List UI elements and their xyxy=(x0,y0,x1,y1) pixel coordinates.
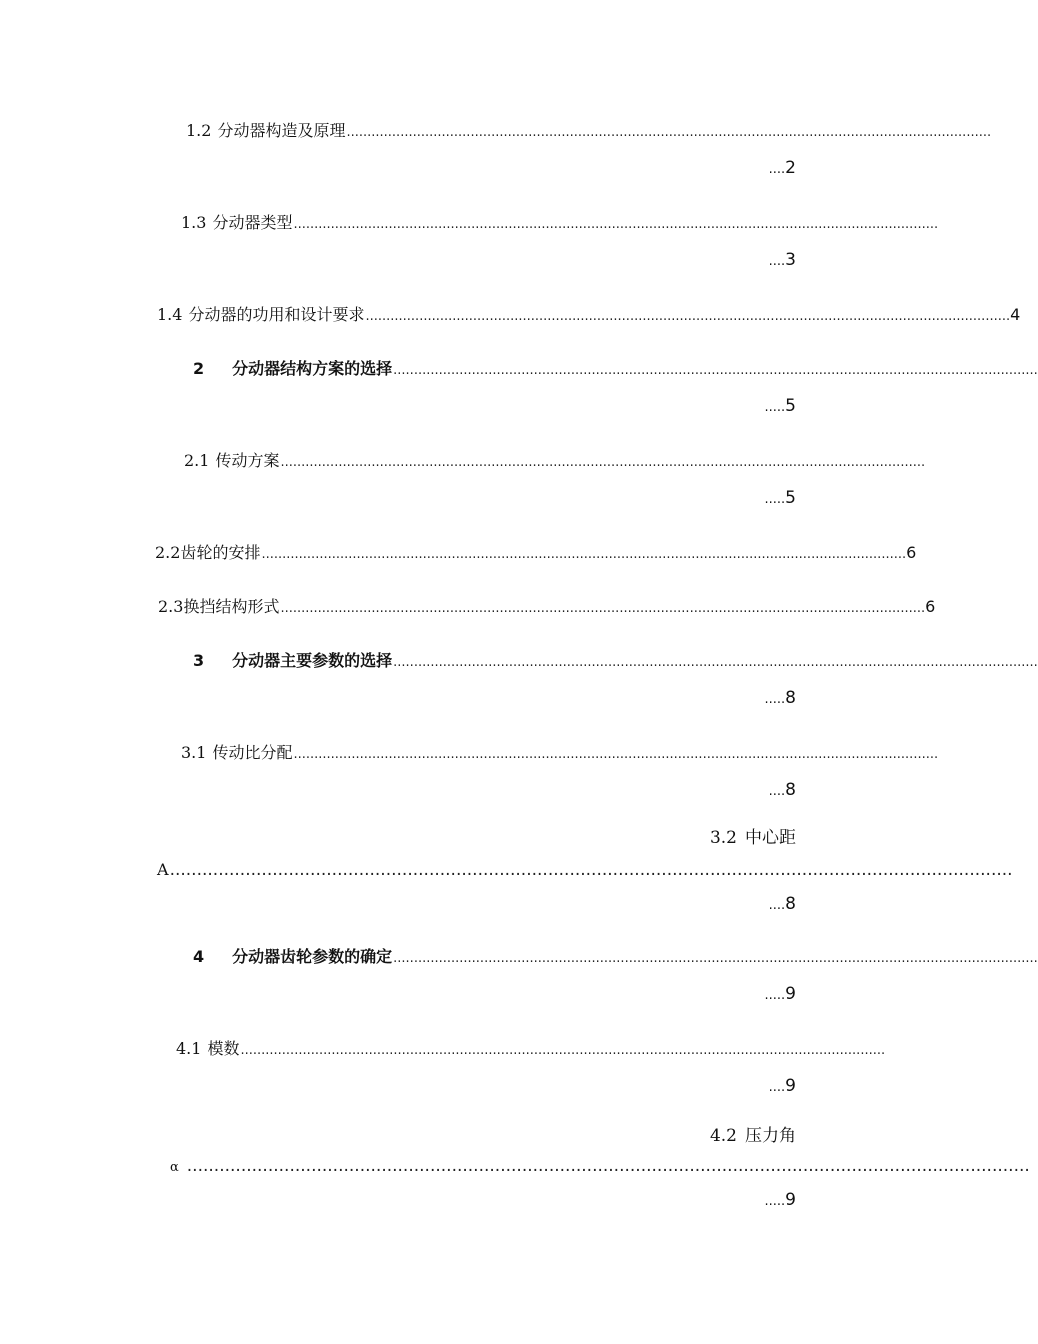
toc-entry-3[interactable] xyxy=(193,648,1038,671)
toc-entry-2-2[interactable] xyxy=(155,540,917,563)
toc-entry-4-2[interactable] xyxy=(710,1124,796,1148)
dot-leader: ............................................................................................................................................................ xyxy=(169,860,1013,880)
dot-leader: ............................................................................................................................................................ xyxy=(393,655,1038,670)
toc-page-number-line: ....8 xyxy=(768,894,796,914)
toc-page-number-line: .....9 xyxy=(764,1190,796,1210)
toc-page-number-line: .....8 xyxy=(764,688,796,708)
toc-number: 3 xyxy=(193,651,205,670)
toc-page-number: 5 xyxy=(785,488,796,508)
toc-title: 分动器主要参数的选择 xyxy=(232,651,393,670)
toc-entry-2[interactable] xyxy=(193,356,1038,379)
toc-title: 换挡结构形式 xyxy=(183,597,280,616)
toc-entry-1-4[interactable] xyxy=(157,302,1021,325)
dot-leader: ............................................................................................................................................................ xyxy=(393,363,1038,378)
toc-title: 分动器的功用和设计要求 xyxy=(188,305,365,324)
toc-title: 传动方案 xyxy=(215,451,280,470)
toc-page-number-line: ....2 xyxy=(768,158,796,178)
toc-entry-4[interactable] xyxy=(193,944,1038,967)
toc-title: 分动器构造及原理 xyxy=(217,121,346,140)
dot-leader: ............................................................................................................................................................ xyxy=(261,547,907,562)
toc-page-number: 9 xyxy=(785,1190,796,1210)
toc-page-number-line: ....9 xyxy=(768,1076,796,1096)
dot-leader: ............................................................................................................................................................ xyxy=(293,217,939,232)
toc-number: 1.4 xyxy=(157,305,183,324)
toc-page-number: 2 xyxy=(785,158,796,178)
toc-page-number: 6 xyxy=(906,543,917,562)
toc-title-wrap: A xyxy=(157,860,169,879)
toc-title: 模数 xyxy=(207,1039,240,1058)
toc-number: 4.1 xyxy=(176,1039,202,1058)
toc-entry-1-2[interactable] xyxy=(186,118,992,141)
toc-page-number-line: .....5 xyxy=(764,396,796,416)
toc-entry-4-1[interactable] xyxy=(176,1036,886,1059)
dot-leader: ............................................................................................................................................................ xyxy=(186,1156,1030,1176)
dot-leader: ............................................................................................................................................................ xyxy=(280,455,926,470)
toc-entry-wrap-line xyxy=(157,860,1013,880)
toc-number: 2.2 xyxy=(155,543,181,562)
toc-entry-wrap-line xyxy=(170,1156,1030,1176)
toc-number: 4.2 xyxy=(709,1126,737,1146)
toc-title: 分动器类型 xyxy=(212,213,293,232)
toc-page-number: 3 xyxy=(785,250,796,270)
toc-number: 2.3 xyxy=(158,597,184,616)
toc-entry-3-1[interactable] xyxy=(181,740,939,763)
toc-title: 分动器齿轮参数的确定 xyxy=(232,947,393,966)
toc-page-number-line: ....3 xyxy=(768,250,796,270)
toc-title: 齿轮的安排 xyxy=(180,543,261,562)
toc-title: 传动比分配 xyxy=(212,743,293,762)
toc-entry-3-2[interactable] xyxy=(710,826,796,850)
toc-entry-2-3[interactable] xyxy=(158,594,936,617)
toc-number: 3.2 xyxy=(709,828,737,848)
toc-page-number-line: ....8 xyxy=(768,780,796,800)
toc-title: 中心距 xyxy=(745,828,796,848)
toc-title: 分动器结构方案的选择 xyxy=(232,359,393,378)
toc-title-wrap: α xyxy=(170,1160,179,1175)
toc-number: 2 xyxy=(193,359,205,378)
toc-page-number: 4 xyxy=(1010,305,1021,324)
toc-title: 压力角 xyxy=(745,1126,796,1146)
toc-number: 3.1 xyxy=(181,743,207,762)
toc-page-number: 9 xyxy=(785,1076,796,1096)
toc-number: 1.2 xyxy=(186,121,212,140)
toc-page-number: 5 xyxy=(785,396,796,416)
dot-leader: ............................................................................................................................................................ xyxy=(293,747,939,762)
dot-leader: ............................................................................................................................................................ xyxy=(346,125,992,140)
dot-leader: ............................................................................................................................................................ xyxy=(393,951,1038,966)
toc-page-number: 8 xyxy=(785,780,796,800)
toc-page-number: 8 xyxy=(785,894,796,914)
dot-leader: ............................................................................................................................................................ xyxy=(240,1043,886,1058)
toc-page-number: 9 xyxy=(785,984,796,1004)
dot-leader: ............................................................................................................................................................ xyxy=(280,601,926,616)
toc-number: 4 xyxy=(193,947,205,966)
toc-page-number-line: .....5 xyxy=(764,488,796,508)
toc-page-number: 6 xyxy=(925,597,936,616)
toc-entry-1-3[interactable] xyxy=(181,210,939,233)
toc-entry-2-1[interactable] xyxy=(184,448,926,471)
dot-leader: ............................................................................................................................................................ xyxy=(365,309,1011,324)
toc-page-number: 8 xyxy=(785,688,796,708)
toc-number: 1.3 xyxy=(181,213,207,232)
toc-number: 2.1 xyxy=(184,451,210,470)
toc-page-number-line: .....9 xyxy=(764,984,796,1004)
